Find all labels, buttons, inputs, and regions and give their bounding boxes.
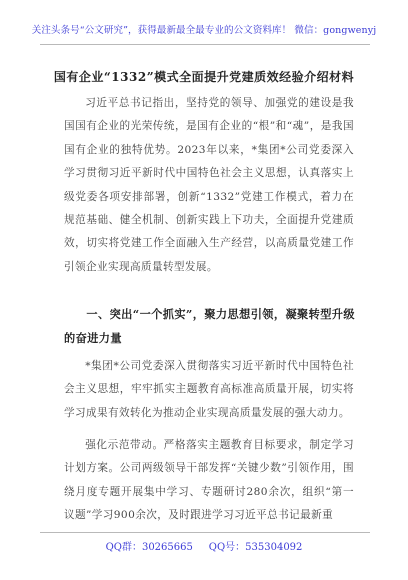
body-paragraph: *集团*公司党委深入贯彻落实习近平新时代中国特色社会主义思想，牢牢抓实主题教育高标准高质量开展，切实将学习成果有效转化为推动企业实现高质量发展的强大动力。 <box>64 360 354 419</box>
header-banner: 关注头条号“公文研究”，获得最新最全最专业的公文资料库！ 微信：gongwenyj <box>31 25 377 36</box>
body-paragraph: 习近平总书记指出，坚持党的领导、加强党的建设是我国国有企业的光荣传统，是国有企业的“根”和“魂”，是我国国有企业的独特优势。2023年以来，*集团*公司党委深入学习贯彻习近平新时代中国特色社会主义思想，认真落实上级党委各项安排部署，创新“1332”党建工作模式，着力在规范基础、健全机制、创新实践上下功夫，全面提升党建质效，切实将党建工作全面融入生产经营，以高质量党建工作引领企业实现高质量转型发展。 <box>64 97 354 273</box>
footer-divider <box>40 532 370 533</box>
section-heading: 一、突出“一个抓实”，聚力思想引领，凝聚转型升级的奋进力量 <box>64 307 355 345</box>
footer-contacts: QQ群：30265665 QQ号：535304092 <box>105 542 303 553</box>
header-divider <box>40 44 370 45</box>
document-title: 国有企业“1332”模式全面提升党建质效经验介绍材料 <box>53 70 355 84</box>
body-paragraph: 强化示范带动。严格落实主题教育目标要求，制定学习计划方案。公司两级领导干部发挥“关键少数”引领作用，围绕月度专题开展集中学习、专题研讨280余次，组织“第一议题”学习900余次，及时跟进学习习近平总书记最新重 <box>64 439 354 522</box>
